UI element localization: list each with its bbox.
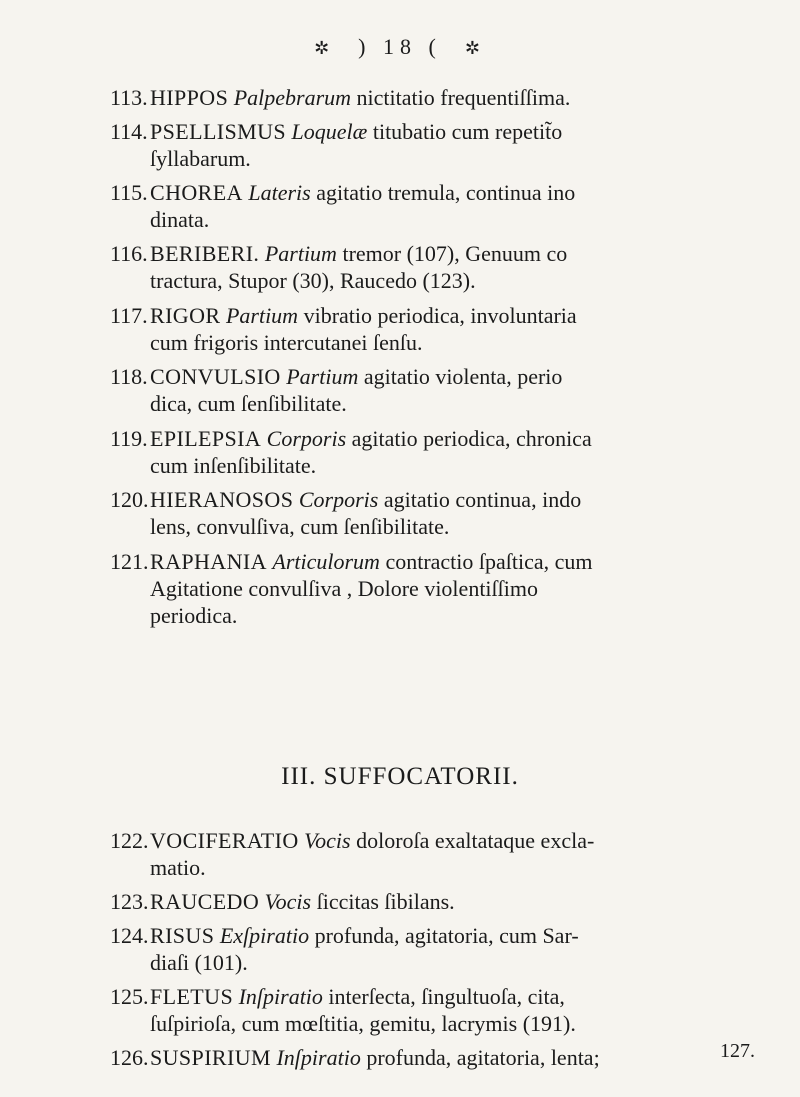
entry-113: 113. HIPPOS Palpebrarum nictitatio frequentiſſima.: [110, 85, 571, 110]
entry-118: 118. CONVULSIO Partium agitatio violenta, perio dica, cum ſenſibilitate.: [110, 364, 563, 416]
fleuron-right-icon: ✲: [464, 38, 486, 58]
entry-120: 120.HIERANOSOS Corporis agitatio continua, indo lens, convulſiva, cum ſenſibilitate.: [110, 487, 582, 539]
entry-126: 126.SUSPIRIUM Inſpiratio profunda, agitatoria, lenta;: [110, 1045, 600, 1070]
entry-114: 114. PSELLISMUS Loquelæ titubatio cum repetit̃o ſyllabarum.: [110, 119, 563, 171]
entry-125: 125.FLETUS Inſpiratio interſecta, ſingultuoſa, cita, ſuſpirioſa, cum mœſtitia, gemitu, lacrymis (191).: [110, 984, 576, 1036]
entry-116: 116. BERIBERI. Partium tremor (107), Genuum co tractura, Stupor (30), Raucedo (123).: [110, 241, 568, 293]
page-header: ✲ ) 18 ( ✲: [314, 34, 486, 59]
entry-119: 119. EPILEPSIA Corporis agitatio periodica, chronica cum inſenſibilitate.: [110, 426, 592, 478]
catchword: 127.: [720, 1040, 755, 1062]
entry-117: 117. RIGOR Partium vibratio periodica, involuntaria cum frigoris intercutanei ſenſu.: [110, 303, 577, 355]
entry-122: 122.VOCIFERATIO Vocis doloroſa exaltataque excla- matio.: [110, 828, 595, 880]
section-title: III. SUFFOCATORII.: [281, 763, 519, 790]
entry-121: 121.RAPHANIA Articulorum contractio ſpaſtica, cum Agitatione convulſiva , Dolore violentiſſimo periodica.: [110, 549, 593, 628]
entry-115: 115. CHOREA Lateris agitatio tremula, continua ino dinata.: [110, 180, 576, 232]
page-number: 18: [383, 34, 417, 59]
fleuron-left-icon: ✲: [314, 38, 336, 58]
entry-123: 123.RAUCEDO Vocis ſiccitas ſibilans.: [110, 889, 455, 914]
entry-124: 124.RISUS Exſpiratio profunda, agitatoria, cum Sar- diaſi (101).: [110, 923, 579, 975]
